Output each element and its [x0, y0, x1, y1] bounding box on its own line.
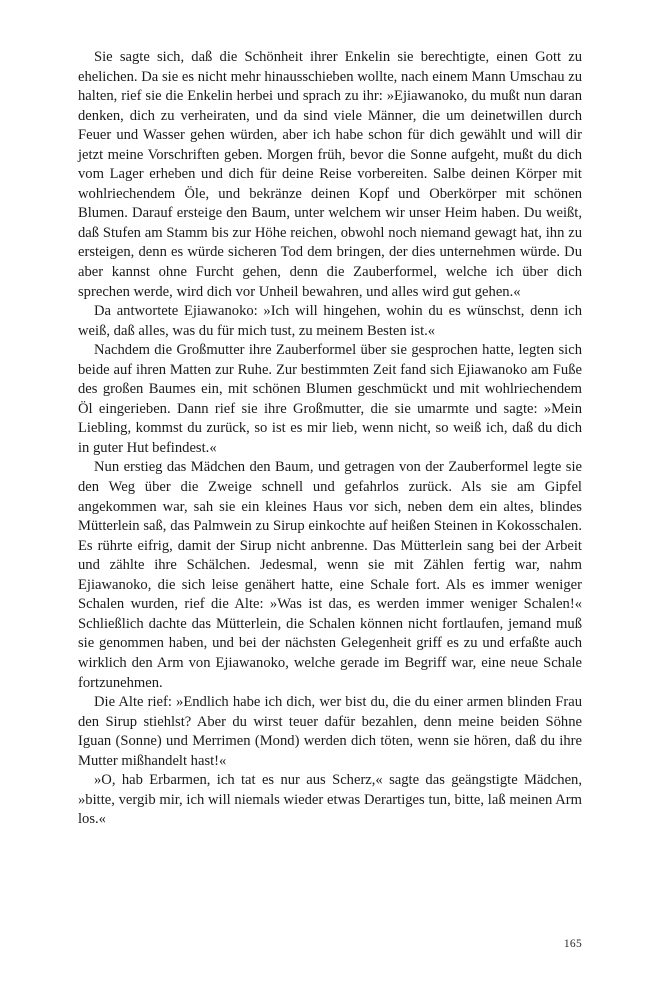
page-body-text — [78, 48, 582, 830]
paragraph: Nun erstieg das Mädchen den Baum, und getragen von der Zauberformel legte sie den Weg über die Zweige schnell und gefahrlos zurück. Als sie am Gipfel angekommen war, sah sie ein kleines Haus vor sich, neben dem ein altes, blindes Mütterlein saß, das Palmwein zu Sirup einkochte auf heißen Steinen in Kokosschalen. Es rührte eifrig, damit der Sirup nicht anbrenne. Das Mütterlein sang bei der Arbeit und zählte ihre Schälchen. Jedesmal, wenn sie mit Zählen fertig war, nahm Ejiawanoko, die sich leise genähert hatte, eine Schale fort. Als es immer weniger Schalen wurden, rief die Alte: »Was ist das, es werden immer weniger Schalen!« Schließlich dachte das Mütterlein, die Schalen können nicht fortlaufen, jemand muß sie genommen haben, und bei der nächsten Gelegenheit griff es zu und erfaßte auch wirklich den Arm von Ejiawanoko, welche gerade im Begriff war, eine neue Schale fortzunehmen. — [78, 459, 582, 691]
page-number: 165 — [563, 938, 582, 950]
paragraph: Da antwortete Ejiawanoko: »Ich will hingehen, wohin du es wünschst, denn ich weiß, daß alles, was du für mich tust, zu meinem Besten ist.« — [78, 303, 582, 339]
paragraph: Nachdem die Großmutter ihre Zauberformel über sie gesprochen hatte, legten sich beide auf ihren Matten zur Ruhe. Zur bestimmten Zeit fand sich Ejiawanoko am Fuße des großen Baumes ein, mit schönen Blumen geschmückt und mit wohlriechendem Öl eingerieben. Dann rief sie ihre Großmutter, die sie umarmte und sagte: »Mein Liebling, kommst du zurück, so ist es mir lieb, wenn nicht, so weiß ich, daß du dich in guter Hut befindest.« — [78, 342, 582, 456]
paragraph: Sie sagte sich, daß die Schönheit ihrer Enkelin sie berechtigte, einen Gott zu ehelichen. Da sie es nicht mehr hinausschieben wollte, nach einem Mann Umschau zu halten, rief sie die Enkelin herbei und sprach zu ihr: »Ejiawanoko, du mußt nun daran denken, dich zu verheiraten, und da sind viele Männer, die um deinetwillen durch Feuer und Wasser gehen würden, aber ich habe schon für dich gewählt und will dir jetzt meine Vorschriften geben. Morgen früh, bevor die Sonne aufgeht, mußt du dich vom Lager erheben und dich für deine Reise vorbereiten. Salbe deinen Körper mit wohlriechendem Öle, und bekränze deinen Kopf und Oberkörper mit schönen Blumen. Darauf ersteige den Baum, unter welchem wir unser Heim haben. Du weißt, daß Stufen am Stamm bis zur Höhe reichen, obwohl noch niemand gewagt hat, ihn zu ersteigen, denn es würde sicheren Tod dem bringen, der dies unternehmen würde. Du aber kannst ohne Furcht gehen, denn die Zauberformel, welche ich über dich sprechen werde, wird dich vor Unheil bewahren, und alles wird gut gehen.« — [78, 49, 582, 300]
paragraph: »O, hab Erbarmen, ich tat es nur aus Scherz,« sagte das geängstigte Mädchen, »bitte, vergib mir, ich will niemals wieder etwas Derartiges tun, bitte, laß meinen Arm los.« — [78, 772, 582, 828]
paragraph: Die Alte rief: »Endlich habe ich dich, wer bist du, die du einer armen blinden Frau den Sirup stiehlst? Aber du wirst teuer dafür bezahlen, denn meine beiden Söhne Iguan (Sonne) und Merrimen (Mond) werden dich töten, wenn sie hören, daß du ihre Mutter mißhandelt hast!« — [78, 694, 582, 769]
